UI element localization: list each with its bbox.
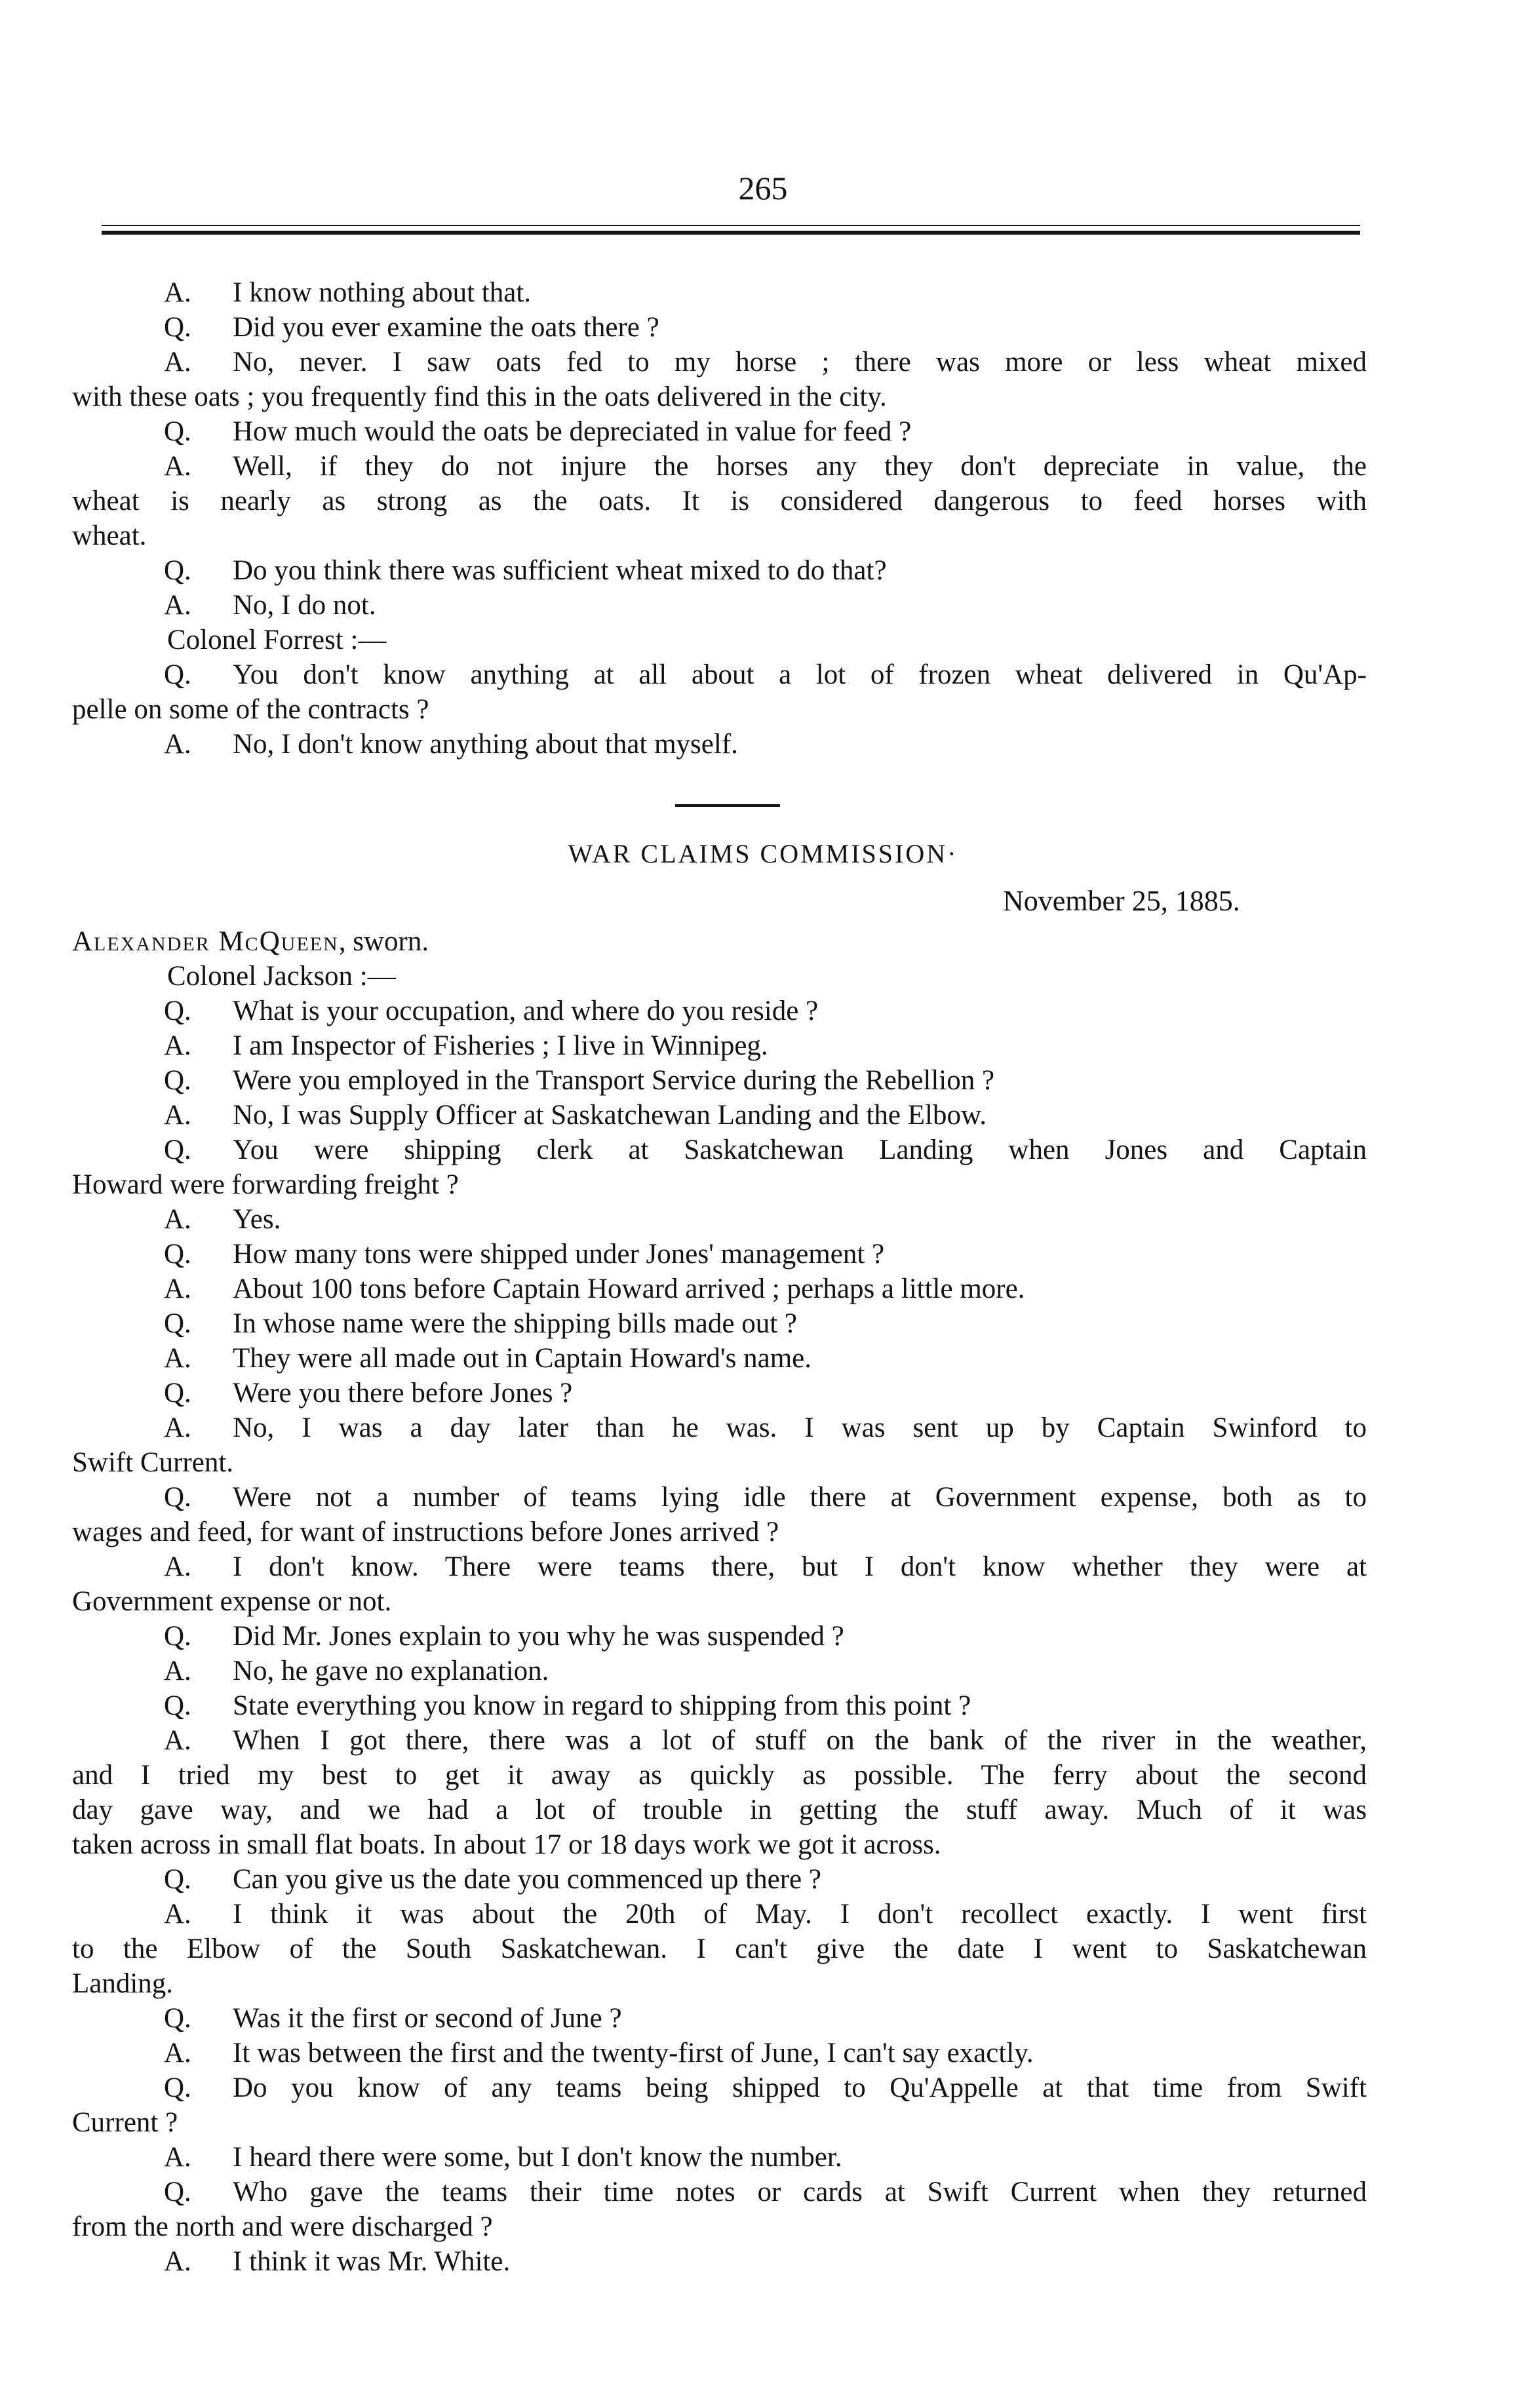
speaker-tag: A. [164,1656,191,1686]
line-text: Were not a number of teams lying idle there at Government expense, both as to [233,1482,1367,1513]
text-line [72,623,1367,657]
answer-line [72,1341,1367,1376]
line-text: wheat. [72,520,147,551]
answer-line [72,2140,1367,2175]
question-line [72,1133,1367,1167]
speaker-tag: Q. [164,416,191,447]
line-text: You don't know anything at all about a lot of frozen wheat delivered in Qu'Ap- [233,659,1367,690]
text-line [72,1827,1367,1862]
speaker-tag: Q. [164,1378,191,1408]
line-text: Colonel Jackson :— [167,961,396,992]
answer-line [72,588,1367,623]
line-text: I think it was Mr. White. [233,2246,511,2277]
speaker-tag: A. [164,1273,191,1304]
line-text: Well, if they do not injure the horses any they don't depreciate in value, the [233,451,1367,482]
line-text: What is your occupation, and where do you reside ? [233,996,819,1026]
question-line [72,1619,1367,1654]
question-line [72,1480,1367,1515]
question-line [72,1376,1367,1410]
line-text: No, I was a day later than he was. I was sent up by Captain Swinford to [233,1412,1367,1443]
line-text: How many tons were shipped under Jones' management ? [233,1239,885,1270]
testimony-block-forrest [72,275,1367,762]
question-line [72,553,1367,588]
speaker-tag: Q. [164,2177,191,2207]
line-text: Were you there before Jones ? [233,1378,573,1408]
witness-name: Alexander McQueen [72,926,339,957]
speaker-tag: Q. [164,555,191,586]
text-line [72,1932,1367,1966]
text-line [72,1966,1367,2001]
question-line [72,1306,1367,1341]
speaker-tag: A. [164,729,191,760]
line-text: How much would the oats be depreciated in value for feed ? [233,416,912,447]
line-text: day gave way, and we had a lot of trouble in getting the stuff away. Much of it was [72,1795,1367,1825]
text-line [72,518,1367,553]
question-line [72,2001,1367,2036]
answer-line [72,727,1367,762]
hearing-date: November 25, 1885. [1003,885,1240,917]
speaker-tag: Q. [164,659,191,690]
speaker-tag: A. [164,451,191,482]
question-line [72,994,1367,1028]
header-rule [102,231,1360,235]
line-text: No, I don't know anything about that myself. [233,729,738,760]
line-text: taken across in small flat boats. In about 17 or 18 days work we got it across. [72,1829,941,1860]
speaker-tag: Q. [164,2003,191,2034]
line-text: No, he gave no explanation. [233,1656,549,1686]
text-line [72,692,1367,727]
question-line [72,2175,1367,2209]
speaker-tag: Q. [164,1135,191,1165]
answer-line [72,1897,1367,1932]
header-rule-thin [102,225,1360,226]
line-text: pelle on some of the contracts ? [72,694,429,725]
answer-line [72,2244,1367,2279]
answer-line [72,1098,1367,1133]
text-line [72,1515,1367,1549]
answer-line [72,1028,1367,1063]
line-text: I think it was about the 20th of May. I don't recollect exactly. I went first [233,1899,1367,1930]
speaker-tag: A. [164,1412,191,1443]
line-text: I don't know. There were teams there, but I don't know whether they were at [233,1551,1367,1582]
answer-line [72,345,1367,379]
question-line [72,310,1367,345]
speaker-tag: Q. [164,1308,191,1339]
text-line [72,1758,1367,1793]
speaker-tag: Q. [164,1621,191,1652]
line-text: Government expense or not. [72,1586,392,1617]
question-line [72,2070,1367,2105]
question-line [72,1688,1367,1723]
line-text: Current ? [72,2107,178,2138]
speaker-tag: A. [164,1100,191,1131]
speaker-tag: A. [164,347,191,378]
line-text: Do you know of any teams being shipped to Qu'Appelle at that time from Swift [233,2072,1367,2103]
speaker-tag: Q. [164,1690,191,1721]
testimony-block-jackson [72,959,1367,2279]
text-line [72,2105,1367,2140]
speaker-tag: Q. [164,1239,191,1270]
speaker-tag: A. [164,2142,191,2173]
section-separator [675,804,780,807]
text-line [72,1793,1367,1827]
line-text: No, never. I saw oats fed to my horse ; there was more or less wheat mixed [233,347,1367,378]
question-line [72,1063,1367,1098]
speaker-tag: A. [164,1551,191,1582]
line-text: wheat is nearly as strong as the oats. It is considered dangerous to feed horses with [72,486,1367,516]
answer-line [72,449,1367,484]
question-line [72,1862,1367,1897]
speaker-tag: A. [164,590,191,621]
line-text: from the north and were discharged ? [72,2211,493,2242]
speaker-tag: A. [164,1725,191,1756]
question-line [72,1237,1367,1272]
speaker-tag: A. [164,2038,191,2068]
line-text: You were shipping clerk at Saskatchewan Landing when Jones and Captain [233,1135,1367,1165]
speaker-tag: Q. [164,1864,191,1895]
text-line [72,379,1367,414]
line-text: When I got there, there was a lot of stuff on the bank of the river in the weather, [233,1725,1367,1756]
line-text: I heard there were some, but I don't know the number. [233,2142,842,2173]
section-heading: WAR CLAIMS COMMISSION· [568,839,958,868]
answer-line [72,1723,1367,1758]
answer-line [72,1654,1367,1688]
line-text: Colonel Forrest :— [167,625,387,655]
line-text: It was between the first and the twenty-first of June, I can't say exactly. [233,2038,1034,2068]
line-text: Were you employed in the Transport Service during the Rebellion ? [233,1065,995,1096]
answer-line [72,1202,1367,1237]
line-text: Howard were forwarding freight ? [72,1169,459,1200]
line-text: Swift Current. [72,1447,234,1478]
speaker-tag: A. [164,1899,191,1930]
line-text: About 100 tons before Captain Howard arrived ; perhaps a little more. [233,1273,1025,1304]
answer-line [72,275,1367,310]
line-text: State everything you know in regard to shipping from this point ? [233,1690,971,1721]
witness-line [72,924,1367,959]
line-text: Landing. [72,1968,174,1999]
line-text: Who gave the teams their time notes or cards at Swift Current when they returned [233,2177,1367,2207]
question-line [72,414,1367,449]
speaker-tag: A. [164,1343,191,1374]
answer-line [72,1272,1367,1306]
line-text: In whose name were the shipping bills made out ? [233,1308,797,1339]
line-text: No, I was Supply Officer at Saskatchewan Landing and the Elbow. [233,1100,987,1131]
line-text: I am Inspector of Fisheries ; I live in Winnipeg. [233,1030,768,1061]
witness-sworn: , sworn. [338,926,429,957]
speaker-tag: A. [164,1204,191,1235]
page-number: 265 [738,170,788,206]
answer-line [72,1410,1367,1445]
line-text: with these oats ; you frequently find this in the oats delivered in the city. [72,381,887,412]
text-line [72,1584,1367,1619]
text-line [72,1445,1367,1480]
speaker-tag: Q. [164,312,191,343]
text-line [72,1167,1367,1202]
speaker-tag: Q. [164,2072,191,2103]
line-text: Yes. [233,1204,281,1235]
speaker-tag: Q. [164,1065,191,1096]
line-text: wages and feed, for want of instructions before Jones arrived ? [72,1517,779,1547]
speaker-tag: A. [164,277,191,308]
line-text: to the Elbow of the South Saskatchewan. I can't give the date I went to Saskatchewan [72,1933,1367,1964]
line-text: Did you ever examine the oats there ? [233,312,659,343]
line-text: Did Mr. Jones explain to you why he was suspended ? [233,1621,844,1652]
line-text: Was it the first or second of June ? [233,2003,622,2034]
answer-line [72,2036,1367,2070]
speaker-tag: Q. [164,1482,191,1513]
speaker-tag: A. [164,1030,191,1061]
answer-line [72,1549,1367,1584]
speaker-tag: Q. [164,996,191,1026]
line-text: Can you give us the date you commenced up there ? [233,1864,821,1895]
line-text: Do you think there was sufficient wheat mixed to do that? [233,555,887,586]
line-text: No, I do not. [233,590,376,621]
question-line [72,657,1367,692]
line-text: and I tried my best to get it away as quickly as possible. The ferry about the second [72,1760,1367,1791]
text-line [72,484,1367,518]
speaker-tag: A. [164,2246,191,2277]
text-line [72,2209,1367,2244]
line-text: They were all made out in Captain Howard's name. [233,1343,812,1374]
text-line [72,959,1367,994]
line-text: I know nothing about that. [233,277,532,308]
